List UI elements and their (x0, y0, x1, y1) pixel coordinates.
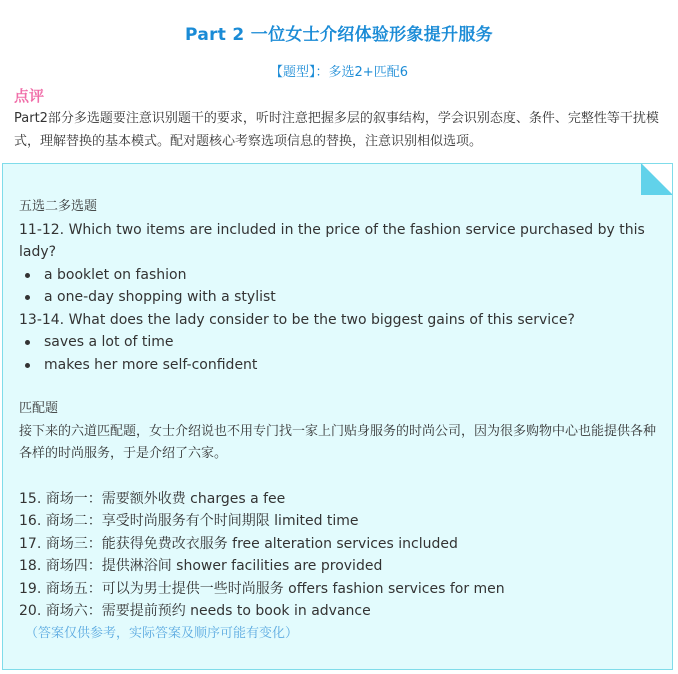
folded-corner (641, 163, 673, 195)
disclaimer-note: （答案仅供参考，实际答案及顺序可能有变化） (25, 625, 299, 641)
page-title: Part 2 一位女士介绍体验形象提升服务 (185, 25, 493, 45)
answer-text: a booklet on fashion (44, 266, 187, 283)
bullet-icon (25, 363, 30, 368)
answer-list (19, 331, 659, 376)
matching-item: 15. 商场一：需要额外收费 charges a fee (19, 490, 286, 507)
matching-item: 20. 商场六：需要提前预约 needs to book in advance (19, 603, 371, 619)
matching-item: 17. 商场三：能获得免费改衣服务 free alteration services included (19, 535, 458, 552)
bullet-icon (25, 295, 30, 300)
matching-heading: 匹配题 (19, 401, 59, 416)
answer-item (19, 264, 659, 287)
matching-item: 16. 商场二：享受时尚服务有个时间期限 limited time (19, 513, 359, 529)
content-card (2, 163, 673, 670)
matching-item: 18. 商场四：提供淋浴间 shower facilities are provided (19, 558, 383, 574)
answer-item (19, 331, 659, 354)
review-label: 点评 (14, 87, 45, 105)
answer-text: makes her more self-confident (44, 356, 258, 373)
answer-text: a one-day shopping with a stylist (44, 289, 276, 305)
answer-item (19, 286, 659, 309)
answer-item (19, 354, 659, 377)
answer-list (19, 264, 659, 309)
review-text: Part2部分多选题要注意识别题干的要求，听时注意把握多层的叙事结构，学会识别态度、条件、完整性等干扰模式，理解替换的基本模式。配对题核心考察选项信息的替换，注意识别相似选项。 (14, 111, 659, 149)
bullet-icon (25, 273, 30, 278)
matching-intro: 接下来的六道匹配题，女士介绍说也不用专门找一家上门贴身服务的时尚公司，因为很多购物中心也能提供各种各样的时尚服务，于是介绍了六家。 (19, 423, 657, 461)
matching-item: 19. 商场五：可以为男士提供一些时尚服务 offers fashion services for men (19, 580, 505, 597)
question-text: 13-14. What does the lady consider to be the two biggest gains of this service? (19, 311, 575, 328)
question-text: 11-12. Which two items are included in the price of the fashion service purchased by this lady? (19, 221, 645, 260)
bullet-icon (25, 340, 30, 345)
answer-text: saves a lot of time (44, 334, 174, 350)
card-content (19, 196, 659, 645)
multiple-choice-heading: 五选二多选题 (19, 199, 98, 214)
spacer (19, 376, 659, 398)
spacer (19, 466, 659, 488)
question-type-subtitle: 【题型】：多选2+匹配6 (270, 65, 408, 80)
